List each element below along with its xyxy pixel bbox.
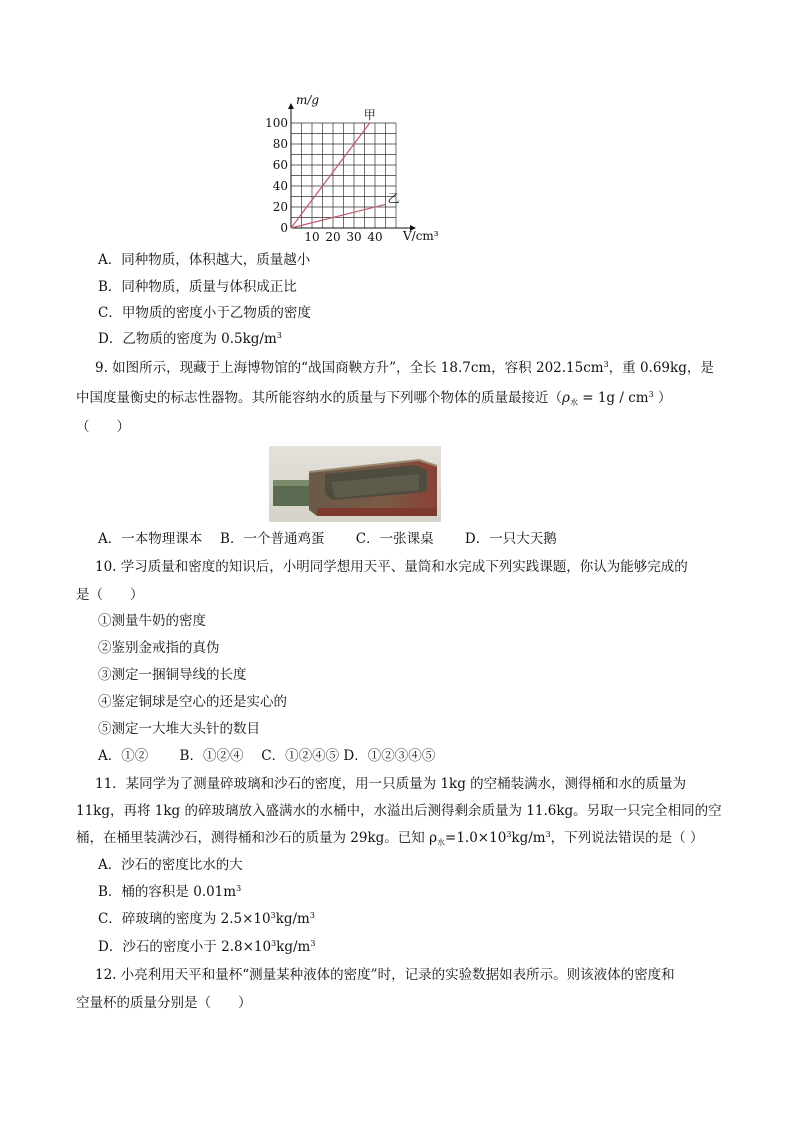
- q10-item-2: ②鉴别金戒指的真伪: [98, 640, 220, 656]
- subscript: 水: [437, 838, 446, 847]
- series-line-2: [291, 204, 386, 228]
- q11-line-1: 11．某同学为了测量碎玻璃和沙石的密度，用一只质量为 1kg 的空桶装满水，测得桶和水的质量为: [95, 776, 687, 792]
- q9-line-1: [95, 358, 714, 378]
- q10-options: A．①② B．①②④ C．①②④⑤ D．①②③④⑤: [98, 748, 436, 764]
- superscript: 3: [603, 360, 609, 369]
- mass-volume-chart: [260, 88, 439, 248]
- q8-option-a: A．同种物质，体积越大，质量越小: [98, 252, 311, 268]
- rho-symbol: ρ: [562, 390, 570, 406]
- y-tick-label: 0: [280, 221, 288, 235]
- q9-text: 中国度量衡史的标志性器物。其所能容纳水的质量与下列哪个物体的质量最接近（: [76, 390, 562, 406]
- q9-text: = 1g / cm: [577, 390, 649, 406]
- q11-text: D．沙石的密度小于 2.8×10: [98, 939, 272, 955]
- q9-text: ，重 0.69kg，是: [608, 360, 714, 376]
- q11-text: B．桶的容积是 0.01m: [98, 884, 237, 900]
- q11-option-c: [98, 909, 315, 929]
- q12-line-1: 12. 小亮利用天平和量杯“测量某种液体的密度”时，记录的实验数据如表所示。则该液体的密度和: [95, 967, 675, 983]
- q11-text: C．碎玻璃的密度为 2.5×10: [98, 911, 271, 927]
- x-tick-label: 40: [367, 230, 383, 244]
- series-label-2: 乙: [387, 191, 400, 206]
- superscript: 3: [309, 911, 315, 920]
- chart-grid: [291, 123, 396, 228]
- q9-text: 9. 如图所示，现藏于上海博物馆的“战国商鞅方升”，全长 18.7cm，容积 202.15cm: [95, 360, 604, 376]
- q11-line-3: [76, 828, 703, 848]
- y-tick-label: 100: [265, 116, 288, 130]
- series-label-1: 甲: [363, 108, 376, 122]
- subscript: 水: [569, 398, 578, 407]
- q11-option-d: [98, 937, 315, 957]
- superscript: 3: [506, 830, 512, 839]
- q12-line-2: 空量杯的质量分别是（ ）: [76, 995, 252, 1011]
- q11-text: kg/m: [511, 830, 546, 846]
- superscript: 3: [648, 390, 654, 399]
- y-tick-label: 60: [272, 158, 288, 172]
- q10-item-3: ③测定一捆铜导线的长度: [98, 667, 247, 683]
- q11-option-b: [98, 882, 241, 902]
- q9-text: ）: [653, 390, 672, 406]
- chart-axes: [288, 103, 416, 231]
- q11-line-2: 11kg，再将 1kg 的碎玻璃放入盛满水的水桶中，水溢出后测得剩余质量为 11.6kg。另取一只完全相同的空: [76, 803, 722, 819]
- x-tick-label: 10: [304, 230, 320, 244]
- chart-series: [291, 108, 400, 228]
- q8-option-d: [98, 329, 282, 349]
- y-axis-arrow: [288, 103, 294, 109]
- q9-options: A．一本物理课本 B．一个普通鸡蛋 C．一张课桌 D．一只大天鹅: [98, 531, 557, 547]
- q11-text: ，下列说法错误的是（ ）: [550, 830, 704, 846]
- q10-item-5: ⑤测定一大堆大头针的数目: [98, 721, 260, 737]
- q8-option-b: B．同种物质，质量与体积成正比: [98, 279, 297, 295]
- y-axis-label: m/g: [296, 93, 320, 107]
- superscript: 3: [271, 939, 277, 948]
- q8-option-c: C．甲物质的密度小于乙物质的密度: [98, 305, 311, 321]
- q8-option-d-text: D．乙物质的密度为 0.5kg/m: [98, 331, 277, 347]
- q11-text: =1.0×10: [445, 830, 507, 846]
- q11-text: 桶，在桶里装满沙石，测得桶和沙石的质量为 29kg。已知 ρ: [76, 830, 438, 846]
- y-tick-label: 80: [272, 137, 288, 151]
- y-tick-label: 40: [272, 179, 288, 193]
- q10-line-1: 10. 学习质量和密度的知识后，小明同学想用天平、量筒和水完成下列实践课题，你认为能够完成的: [95, 559, 688, 575]
- bronze-vessel-photo: [269, 446, 441, 522]
- q10-line-2: 是（ ）: [76, 587, 144, 603]
- q9-line-3: （ ）: [76, 419, 130, 435]
- superscript: 3: [270, 911, 276, 920]
- q10-item-4: ④鉴定铜球是空心的还是实心的: [98, 694, 287, 710]
- y-tick-label: 20: [272, 200, 288, 214]
- superscript: 3: [310, 939, 316, 948]
- superscript: 3: [236, 884, 242, 893]
- q10-item-1: ①测量牛奶的密度: [98, 613, 206, 629]
- x-axis-label: V/cm³: [403, 229, 439, 243]
- chart-ticks: [265, 116, 383, 244]
- superscript: 3: [545, 830, 551, 839]
- q9-line-2: [76, 388, 671, 408]
- superscript: 3: [276, 331, 282, 340]
- q11-text: kg/m: [275, 911, 310, 927]
- q11-text: kg/m: [276, 939, 311, 955]
- x-tick-label: 30: [346, 230, 362, 244]
- q11-option-a: A．沙石的密度比水的大: [98, 857, 243, 873]
- x-tick-label: 20: [325, 230, 341, 244]
